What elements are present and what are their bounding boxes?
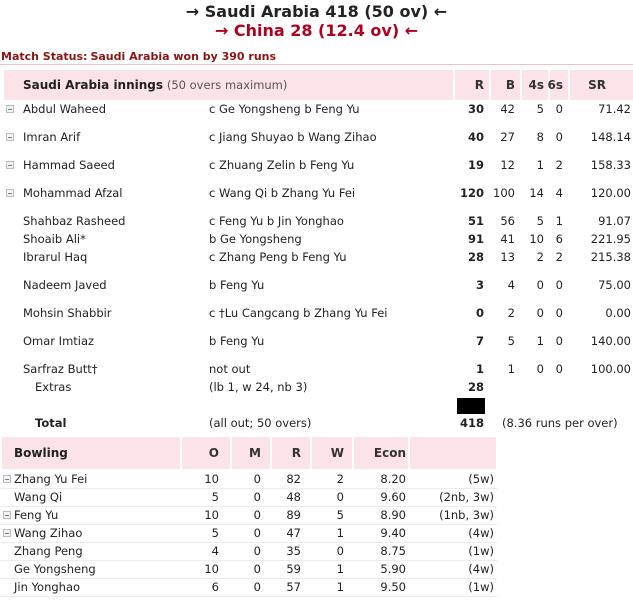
batsman-name[interactable]: Omar Imtiaz <box>23 334 95 348</box>
bowl-runs-value: 89 <box>286 508 301 522</box>
redaction-box <box>457 398 485 414</box>
fours-value: 0 <box>536 306 544 320</box>
batsman-row <box>0 158 633 174</box>
batsman-name[interactable]: Sarfraz Butt† <box>23 362 98 376</box>
wickets-value: 1 <box>336 526 344 540</box>
maidens-value: 0 <box>253 544 261 558</box>
dismissal-text: not out <box>209 362 251 376</box>
bowl-runs-value: 82 <box>286 472 301 486</box>
extras-detail: (lb 1, w 24, nb 3) <box>209 380 308 394</box>
col-runs: R <box>474 78 484 92</box>
row-divider <box>0 578 497 579</box>
balls-value: 5 <box>507 334 515 348</box>
col-maidens: M <box>249 446 261 460</box>
col-fours: 4s <box>528 78 544 92</box>
batsman-name[interactable]: Imran Arif <box>23 130 81 144</box>
balls-value: 4 <box>507 278 515 292</box>
bowler-name[interactable]: Zhang Yu Fei <box>14 472 88 486</box>
runs-value: 1 <box>475 362 484 376</box>
bowler-name[interactable]: Zhang Peng <box>14 544 83 558</box>
column-separator <box>453 70 455 100</box>
fours-value: 0 <box>536 278 544 292</box>
maidens-value: 0 <box>253 472 261 486</box>
sixes-value: 0 <box>555 362 563 376</box>
dismissal-text: c †Lu Cangcang b Zhang Yu Fei <box>209 306 388 320</box>
batsman-row <box>0 306 633 322</box>
strike-rate-value: 100.00 <box>590 362 631 376</box>
bowl-runs-value: 47 <box>286 526 301 540</box>
bowling-header <box>2 437 496 469</box>
economy-value: 9.60 <box>380 490 406 504</box>
fours-value: 5 <box>536 102 544 116</box>
sixes-value: 0 <box>555 102 563 116</box>
strike-rate-value: 71.42 <box>598 102 631 116</box>
expand-icon[interactable] <box>6 105 14 113</box>
sixes-value: 0 <box>555 334 563 348</box>
row-divider <box>0 488 497 489</box>
row-divider <box>0 542 497 543</box>
economy-value: 5.90 <box>380 562 406 576</box>
column-separator <box>310 437 312 469</box>
extras-note: (2nb, 3w) <box>439 490 494 504</box>
fours-value: 14 <box>529 186 544 200</box>
runs-value: 28 <box>467 250 484 264</box>
team2-score-heading: → China 28 (12.4 ov) ← <box>214 21 419 40</box>
balls-value: 12 <box>500 158 515 172</box>
maidens-value: 0 <box>253 490 261 504</box>
batsman-row <box>0 232 633 248</box>
batsman-row <box>0 334 633 350</box>
wickets-value: 0 <box>336 544 344 558</box>
col-balls: B <box>505 78 515 92</box>
expand-icon[interactable] <box>6 189 14 197</box>
sixes-value: 1 <box>555 214 563 228</box>
expand-icon[interactable] <box>3 529 11 537</box>
run-rate: (8.36 runs per over) <box>502 416 618 430</box>
dismissal-text: b Feng Yu <box>209 278 265 292</box>
batsman-row <box>0 186 633 202</box>
overs-value: 5 <box>211 526 219 540</box>
column-separator <box>568 70 570 100</box>
column-separator <box>230 437 232 469</box>
batsman-name[interactable]: Ibrarul Haq <box>23 250 88 264</box>
bowler-row <box>0 544 500 561</box>
dismissal-text: c Jiang Shuyao b Wang Zihao <box>209 130 377 144</box>
extras-label: Extras <box>35 380 72 394</box>
bowler-name[interactable]: Jin Yonghao <box>14 580 81 594</box>
balls-value: 56 <box>500 214 515 228</box>
dismissal-text: c Ge Yongsheng b Feng Yu <box>209 102 360 116</box>
strike-rate-value: 0.00 <box>605 306 631 320</box>
dismissal-text: b Feng Yu <box>209 334 265 348</box>
maidens-value: 0 <box>253 526 261 540</box>
batsman-name[interactable]: Abdul Waheed <box>23 102 107 116</box>
innings-subtitle: (50 overs maximum) <box>166 78 288 92</box>
strike-rate-value: 158.33 <box>590 158 631 172</box>
row-divider <box>0 506 497 507</box>
wickets-value: 5 <box>336 508 344 522</box>
batsman-name[interactable]: Mohammad Afzal <box>23 186 123 200</box>
dismissal-text: c Zhuang Zelin b Feng Yu <box>209 158 355 172</box>
match-status <box>1 50 276 63</box>
col-sixes: 6s <box>547 78 563 92</box>
expand-icon[interactable] <box>6 161 14 169</box>
extras-note: (4w) <box>468 562 494 576</box>
sixes-value: 2 <box>555 158 563 172</box>
batsman-row <box>0 102 633 118</box>
economy-value: 8.20 <box>380 472 406 486</box>
column-separator <box>408 437 410 469</box>
dismissal-text: c Zhang Peng b Feng Yu <box>209 250 347 264</box>
balls-value: 41 <box>500 232 515 246</box>
maidens-value: 0 <box>253 562 261 576</box>
bowler-row <box>0 580 500 597</box>
batting-header <box>4 70 633 100</box>
expand-icon[interactable] <box>6 133 14 141</box>
bowler-name[interactable]: Wang Qi <box>14 490 63 504</box>
bowl-runs-value: 59 <box>286 562 301 576</box>
extras-note: (4w) <box>468 526 494 540</box>
maidens-value: 0 <box>253 580 261 594</box>
batsman-name[interactable]: Shoaib Ali* <box>23 232 86 246</box>
fours-value: 1 <box>536 158 544 172</box>
innings-team: Saudi Arabia innings <box>23 78 164 92</box>
batsman-row <box>0 278 633 294</box>
expand-icon[interactable] <box>3 511 11 519</box>
sixes-value: 6 <box>555 232 563 246</box>
bowler-name[interactable]: Ge Yongsheng <box>14 562 96 576</box>
fours-value: 8 <box>536 130 544 144</box>
extras-note: (1nb, 3w) <box>439 508 494 522</box>
sixes-value: 4 <box>555 186 563 200</box>
overs-value: 5 <box>211 490 219 504</box>
bowl-runs-value: 48 <box>286 490 301 504</box>
column-separator <box>270 437 272 469</box>
extras-note: (5w) <box>468 472 494 486</box>
total-runs: 418 <box>459 416 484 430</box>
balls-value: 42 <box>500 102 515 116</box>
extras-runs: 28 <box>467 380 484 394</box>
total-detail: (all out; 50 overs) <box>209 416 312 430</box>
sixes-value: 0 <box>555 278 563 292</box>
fours-value: 2 <box>536 250 544 264</box>
col-wickets: W <box>330 446 344 460</box>
row-divider <box>0 524 497 525</box>
bowl-runs-value: 57 <box>286 580 301 594</box>
batsman-name[interactable]: Shahbaz Rasheed <box>23 214 126 228</box>
sixes-value: 0 <box>555 306 563 320</box>
economy-value: 9.50 <box>380 580 406 594</box>
extras-note: (1w) <box>468 580 494 594</box>
innings-title <box>23 78 287 92</box>
col-strike-rate: SR <box>588 78 606 92</box>
batsman-row <box>0 214 633 230</box>
overs-value: 4 <box>211 544 219 558</box>
wickets-value: 1 <box>336 562 344 576</box>
column-separator <box>520 70 522 100</box>
balls-value: 13 <box>500 250 515 264</box>
extras-row <box>0 380 633 396</box>
batsman-row <box>0 250 633 266</box>
row-divider <box>0 596 497 597</box>
wickets-value: 0 <box>336 490 344 504</box>
batsman-row <box>0 130 633 146</box>
batsman-name[interactable]: Mohsin Shabbir <box>23 306 112 320</box>
strike-rate-value: 140.00 <box>590 334 631 348</box>
balls-value: 2 <box>507 306 515 320</box>
col-economy: Econ <box>373 446 406 460</box>
wickets-value: 2 <box>336 472 344 486</box>
batsman-name[interactable]: Nadeem Javed <box>23 278 107 292</box>
bowler-row <box>0 526 500 543</box>
match-status-label: Match Status: <box>1 50 88 63</box>
strike-rate-value: 148.14 <box>590 130 631 144</box>
overs-value: 10 <box>204 508 219 522</box>
runs-value: 0 <box>475 306 484 320</box>
batsman-row <box>0 362 633 378</box>
overs-value: 10 <box>204 472 219 486</box>
dismissal-text: c Wang Qi b Zhang Yu Fei <box>209 186 356 200</box>
bowl-runs-value: 35 <box>286 544 301 558</box>
runs-value: 7 <box>475 334 484 348</box>
runs-value: 3 <box>475 278 484 292</box>
sixes-value: 2 <box>555 250 563 264</box>
bowler-row <box>0 562 500 579</box>
economy-value: 9.40 <box>380 526 406 540</box>
economy-value: 8.75 <box>380 544 406 558</box>
runs-value: 91 <box>467 232 484 246</box>
runs-value: 30 <box>467 102 484 116</box>
overs-value: 10 <box>204 562 219 576</box>
strike-rate-value: 120.00 <box>590 186 631 200</box>
divider <box>0 64 633 65</box>
runs-value: 51 <box>467 214 484 228</box>
dismissal-text: b Ge Yongsheng <box>209 232 302 246</box>
fours-value: 10 <box>529 232 544 246</box>
col-bowl-runs: R <box>291 446 301 460</box>
strike-rate-value: 221.95 <box>590 232 631 246</box>
total-row <box>0 416 633 432</box>
runs-value: 120 <box>459 186 484 200</box>
dismissal-text: c Feng Yu b Jin Yonghao <box>209 214 344 228</box>
column-separator <box>180 437 182 469</box>
maidens-value: 0 <box>253 508 261 522</box>
bowler-name[interactable]: Wang Zihao <box>14 526 83 540</box>
expand-icon[interactable] <box>3 475 11 483</box>
strike-rate-value: 215.38 <box>590 250 631 264</box>
column-separator <box>352 437 354 469</box>
balls-value: 27 <box>500 130 515 144</box>
balls-value: 100 <box>493 186 515 200</box>
total-label: Total <box>35 416 67 430</box>
strike-rate-value: 75.00 <box>598 278 631 292</box>
sixes-value: 0 <box>555 130 563 144</box>
row-divider <box>0 560 497 561</box>
runs-value: 40 <box>467 130 484 144</box>
fours-value: 1 <box>536 334 544 348</box>
bowling-title: Bowling <box>14 446 68 460</box>
bowler-name[interactable]: Feng Yu <box>14 508 59 522</box>
balls-value: 1 <box>507 362 515 376</box>
bowler-row <box>0 508 500 525</box>
bowler-row <box>0 490 500 507</box>
wickets-value: 1 <box>336 580 344 594</box>
runs-value: 19 <box>467 158 484 172</box>
overs-value: 6 <box>211 580 219 594</box>
team1-score-heading: → Saudi Arabia 418 (50 ov) ← <box>185 2 448 21</box>
strike-rate-value: 91.07 <box>598 214 631 228</box>
bowler-row <box>0 472 500 489</box>
batsman-name[interactable]: Hammad Saeed <box>23 158 115 172</box>
fours-value: 5 <box>536 214 544 228</box>
extras-note: (1w) <box>468 544 494 558</box>
economy-value: 8.90 <box>380 508 406 522</box>
column-separator <box>489 70 491 100</box>
match-status-value: Saudi Arabia won by 390 runs <box>90 50 277 63</box>
fours-value: 0 <box>536 362 544 376</box>
col-overs: O <box>208 446 219 460</box>
